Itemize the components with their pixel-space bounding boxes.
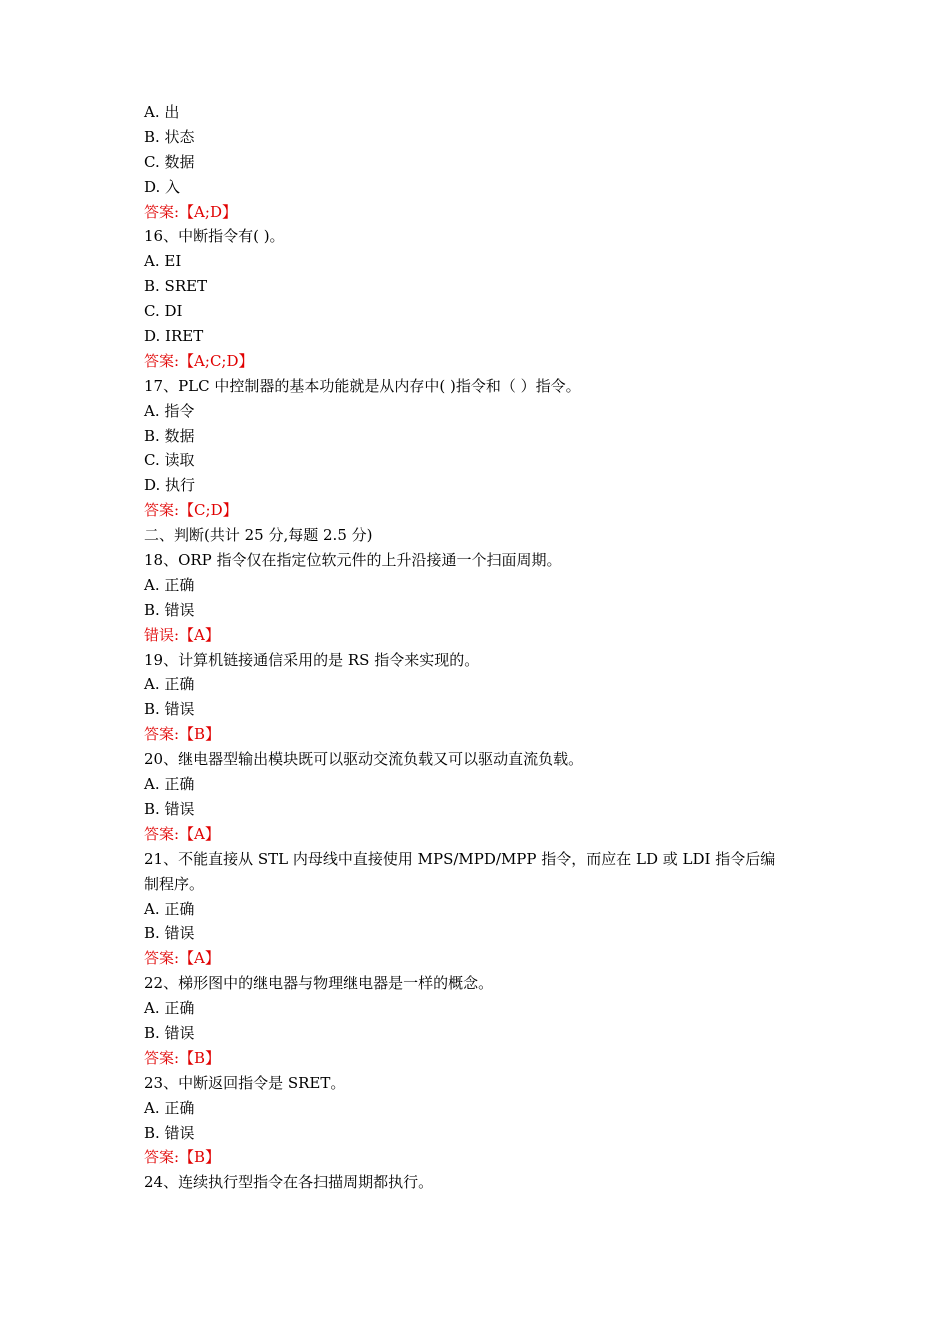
option-line: A. EI (144, 252, 182, 271)
section-heading: 二、判断(共计 25 分,每题 2.5 分) (144, 526, 373, 545)
option-line: A. 正确 (144, 1098, 195, 1117)
option-line: B. 错误 (144, 700, 195, 719)
option-line: C. DI (144, 302, 183, 321)
question-line: 19、计算机链接通信采用的是 RS 指令来实现的。 (144, 650, 480, 669)
question-line: 20、继电器型输出模块既可以驱动交流负载又可以驱动直流负载。 (144, 750, 584, 769)
option-line: A. 出 (144, 103, 180, 121)
option-line: B. 状态 (144, 127, 195, 146)
answer-line: 答案:【B】 (144, 725, 221, 744)
option-line: B. 错误 (144, 600, 195, 619)
option-line: A. 正确 (144, 775, 195, 794)
option-line: A. 正确 (144, 999, 195, 1018)
question-line: 21、不能直接从 STL 内母线中直接使用 MPS/MPD/MPP 指令，而应在 LD 或 LDI 指令后编 (144, 849, 776, 868)
option-line: B. 错误 (144, 1123, 195, 1142)
answer-line: 错误:【A】 (144, 625, 220, 644)
answer-line: 答案:【B】 (144, 1048, 221, 1067)
answer-line: 答案:【A】 (144, 949, 220, 968)
answer-line: 答案:【A;C;D】 (144, 351, 254, 370)
document-body (144, 100, 824, 1195)
option-line: B. 错误 (144, 1023, 195, 1042)
option-line: A. 指令 (144, 401, 195, 420)
question-line: 16、中断指令有( )。 (144, 227, 285, 246)
question-line: 23、中断返回指令是 SRET。 (144, 1073, 346, 1092)
question-line: 22、梯形图中的继电器与物理继电器是一样的概念。 (144, 974, 494, 993)
option-line: B. SRET (144, 277, 208, 296)
answer-line: 答案:【A】 (144, 824, 220, 843)
option-line: C. 读取 (144, 451, 195, 470)
option-line: B. 错误 (144, 924, 195, 943)
option-line: D. 入 (144, 177, 181, 196)
option-line: A. 正确 (144, 899, 195, 918)
option-line: C. 数据 (144, 152, 195, 171)
question-line: 24、连续执行型指令在各扫描周期都执行。 (144, 1173, 434, 1192)
question-line: 17、PLC 中控制器的基本功能就是从内存中( )指令和（ ）指令。 (144, 376, 581, 395)
question-line: 制程序。 (144, 874, 205, 893)
option-line: D. 执行 (144, 476, 196, 495)
answer-line: 答案:【C;D】 (144, 501, 238, 520)
option-line: A. 正确 (144, 575, 195, 594)
question-line: 18、ORP 指令仅在指定位软元件的上升沿接通一个扫面周期。 (144, 551, 562, 570)
answer-line: 答案:【B】 (144, 1148, 221, 1167)
option-line: A. 正确 (144, 675, 195, 694)
answer-line: 答案:【A;D】 (144, 202, 237, 221)
option-line: D. IRET (144, 327, 204, 346)
option-line: B. 错误 (144, 799, 195, 818)
option-line: B. 数据 (144, 426, 195, 445)
